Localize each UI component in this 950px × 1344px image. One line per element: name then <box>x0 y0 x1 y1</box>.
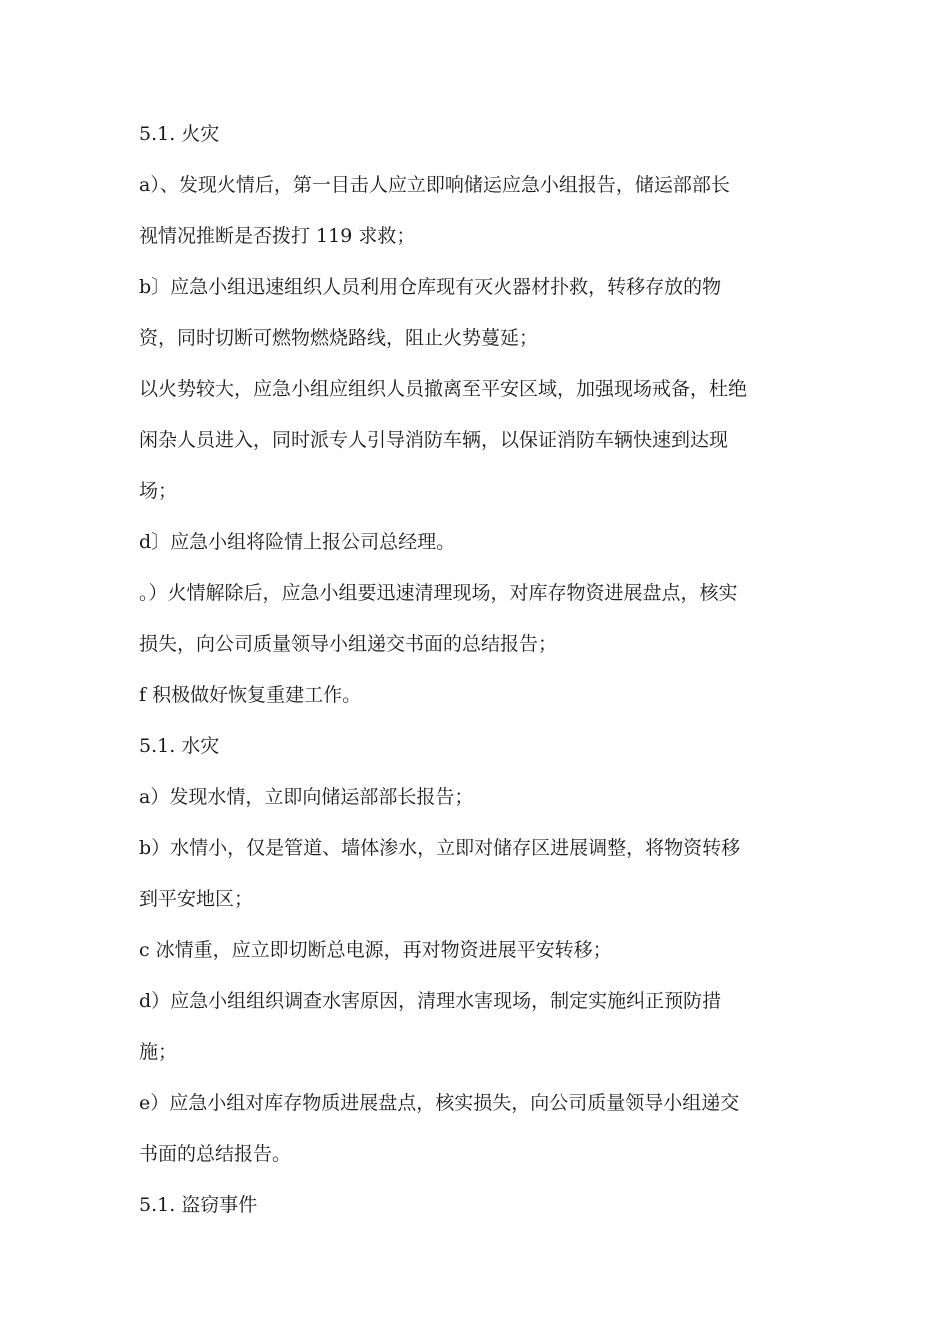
section-heading-flood <box>139 730 839 763</box>
text-line: b〕应急小组迅速组织人员利用仓库现有灭火器材扑救，转移存放的物 <box>139 276 722 298</box>
text-line: 以火势较大，应急小组应组织人员撤离至平安区域，加强现场戒备，杜绝 <box>139 378 748 400</box>
text-line: f 积极做好恢复重建工作。 <box>139 684 362 706</box>
text-line: 书面的总结报告。 <box>139 1143 292 1165</box>
paragraph-fire-f <box>139 679 839 712</box>
paragraph-fire-c <box>139 373 839 508</box>
text-line: 5.1. 水灾 <box>139 735 220 757</box>
section-heading-fire <box>139 118 839 151</box>
text-line: 5.1. 盗窃事件 <box>139 1194 258 1216</box>
text-line: 5.1. 火灾 <box>139 123 220 145</box>
paragraph-fire-e <box>139 577 839 661</box>
text-line: 。）火情解除后，应急小组要迅速清理现场，对库存物资进展盘点，核实 <box>139 582 738 604</box>
paragraph-flood-b <box>139 832 839 916</box>
paragraph-fire-d <box>139 526 839 559</box>
paragraph-fire-a <box>139 169 839 253</box>
text-line: 施； <box>139 1041 178 1063</box>
section-heading-theft <box>139 1189 839 1222</box>
text-line: 损失，向公司质量领导小组递交书面的总结报告； <box>139 633 558 655</box>
paragraph-flood-c <box>139 934 839 967</box>
paragraph-fire-b <box>139 271 839 355</box>
text-line: a）发现水情，立即向储运部部长报告； <box>139 786 474 808</box>
paragraph-flood-d <box>139 985 839 1069</box>
text-line: 资，同时切断可燃物燃烧路线，阻止火势蔓延； <box>139 327 539 349</box>
text-line: d）应急小组组织调查水害原因，清理水害现场，制定实施纠正预防措 <box>139 990 722 1012</box>
document-body <box>139 118 839 1240</box>
paragraph-flood-e <box>139 1087 839 1171</box>
text-line: 闲杂人员进入，同时派专人引导消防车辆，以保证消防车辆快速到达现 <box>139 429 729 451</box>
text-line: d〕应急小组将险情上报公司总经理。 <box>139 531 456 553</box>
text-line: a）、发现火情后，第一目击人应立即响储运应急小组报告，储运部部长 <box>139 174 730 196</box>
text-line: 视情况推断是否拨打 119 求救； <box>139 225 416 247</box>
paragraph-flood-a <box>139 781 839 814</box>
text-line: e）应急小组对库存物质进展盘点，核实损失，向公司质量领导小组递交 <box>139 1092 740 1114</box>
text-line: b）水情小，仅是管道、墙体渗水，立即对储存区进展调整，将物资转移 <box>139 837 741 859</box>
text-line: 到平安地区； <box>139 888 254 910</box>
text-line: c 冰情重，应立即切断总电源，再对物资进展平安转移； <box>139 939 612 961</box>
text-line: 场； <box>139 480 178 502</box>
